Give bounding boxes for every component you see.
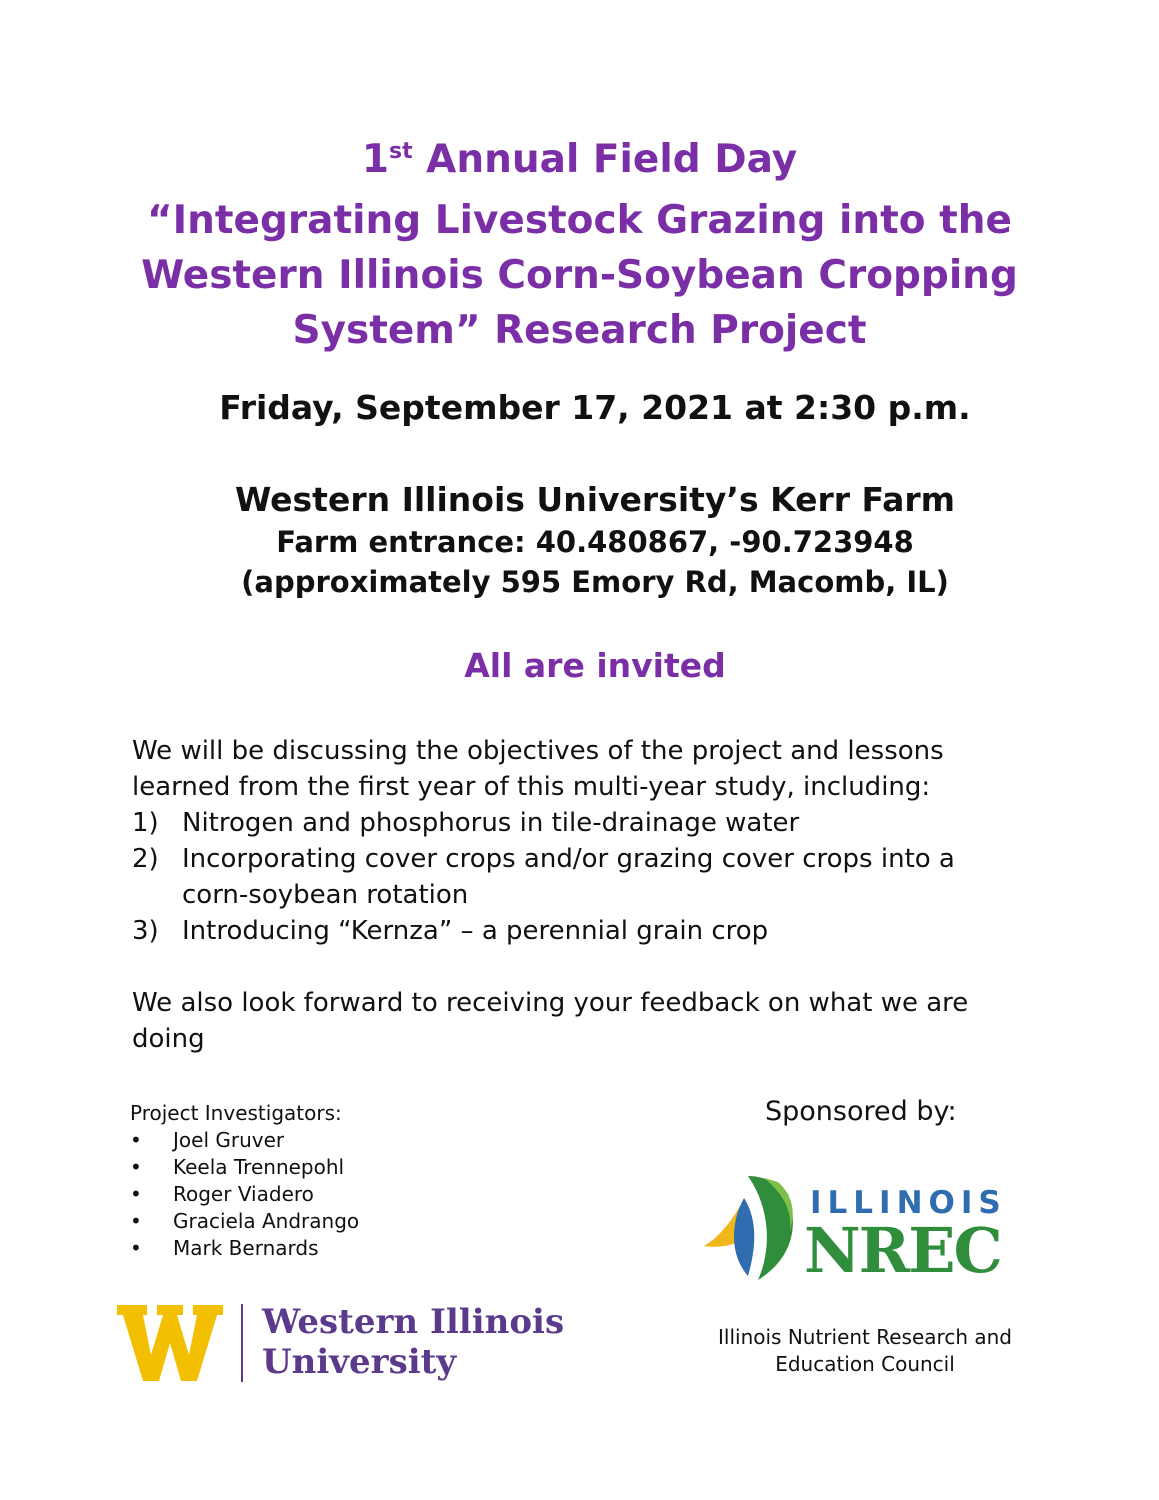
investigator-name: • Graciela Andrango bbox=[130, 1208, 359, 1235]
investigator-name: • Roger Viadero bbox=[130, 1181, 359, 1208]
sponsored-by-label: Sponsored by: bbox=[765, 1096, 957, 1127]
feedback-line-2: doing bbox=[132, 1024, 205, 1054]
feedback-line-1: We also look forward to receiving your feedback on what we are bbox=[132, 988, 969, 1018]
topic-text-continued: corn-soybean rotation bbox=[182, 880, 469, 910]
sponsor-council-name bbox=[690, 1324, 1040, 1378]
investigators-list bbox=[130, 1127, 359, 1262]
investigator-name: • Keela Trennepohl bbox=[130, 1154, 359, 1181]
event-date: Friday, September 17, 2021 at 2:30 p.m. bbox=[219, 388, 971, 427]
topic-number: 2) bbox=[132, 844, 159, 874]
investigator-name: • Joel Gruver bbox=[130, 1127, 359, 1154]
wiu-wordmark-line-1: Western Illinois bbox=[262, 1302, 565, 1342]
venue-entrance: Farm entrance: 40.480867, -90.723948 bbox=[276, 525, 914, 559]
feedback-text bbox=[132, 985, 1072, 1057]
wiu-w-logo-icon bbox=[117, 1305, 223, 1381]
venue-block bbox=[0, 478, 1159, 602]
title-line-1-rest: Annual Field Day bbox=[412, 137, 798, 182]
title-ordinal-number: 1 bbox=[361, 137, 389, 182]
wiu-wordmark-line-2: University bbox=[262, 1342, 457, 1382]
title-line-1 bbox=[0, 132, 1159, 193]
nrec-logo-word-illinois: ILLINOIS bbox=[810, 1185, 1007, 1221]
event-title bbox=[0, 132, 1159, 358]
investigator-name: • Mark Bernards bbox=[130, 1235, 359, 1262]
topic-list bbox=[132, 805, 1072, 949]
topic-number: 1) bbox=[132, 808, 159, 838]
title-line-3: Western Illinois Corn-Soybean Cropping bbox=[141, 253, 1018, 298]
investigators-block bbox=[130, 1100, 359, 1262]
topic-number: 3) bbox=[132, 916, 159, 946]
title-line-4: System” Research Project bbox=[292, 308, 867, 353]
topic-item bbox=[132, 805, 1072, 841]
topic-item bbox=[132, 913, 1072, 949]
wiu-divider bbox=[241, 1304, 243, 1382]
invite-text: All are invited bbox=[464, 646, 726, 685]
council-line-2: Education Council bbox=[775, 1352, 955, 1376]
title-ordinal-suffix: st bbox=[388, 139, 413, 164]
topic-text: Incorporating cover crops and/or grazing cover crops into a bbox=[182, 844, 955, 874]
investigators-heading: Project Investigators: bbox=[130, 1101, 342, 1125]
topic-text: Introducing “Kernza” – a perennial grain crop bbox=[182, 916, 769, 946]
topic-text: Nitrogen and phosphorus in tile-drainage water bbox=[182, 808, 800, 838]
wiu-wordmark bbox=[262, 1302, 564, 1382]
intro-line-2: learned from the first year of this multi-year study, including: bbox=[132, 772, 931, 802]
topic-item bbox=[132, 841, 1072, 913]
nrec-logo-word-nrec: NREC bbox=[804, 1214, 1001, 1287]
venue-address: (approximately 595 Emory Rd, Macomb, IL) bbox=[241, 565, 949, 599]
intro-line-1: We will be discussing the objectives of the project and lessons bbox=[132, 736, 944, 766]
description-block bbox=[132, 733, 1072, 1057]
council-line-1: Illinois Nutrient Research and bbox=[718, 1325, 1012, 1349]
venue-name: Western Illinois University’s Kerr Farm bbox=[234, 480, 956, 519]
title-line-2: “Integrating Livestock Grazing into the bbox=[146, 198, 1012, 243]
